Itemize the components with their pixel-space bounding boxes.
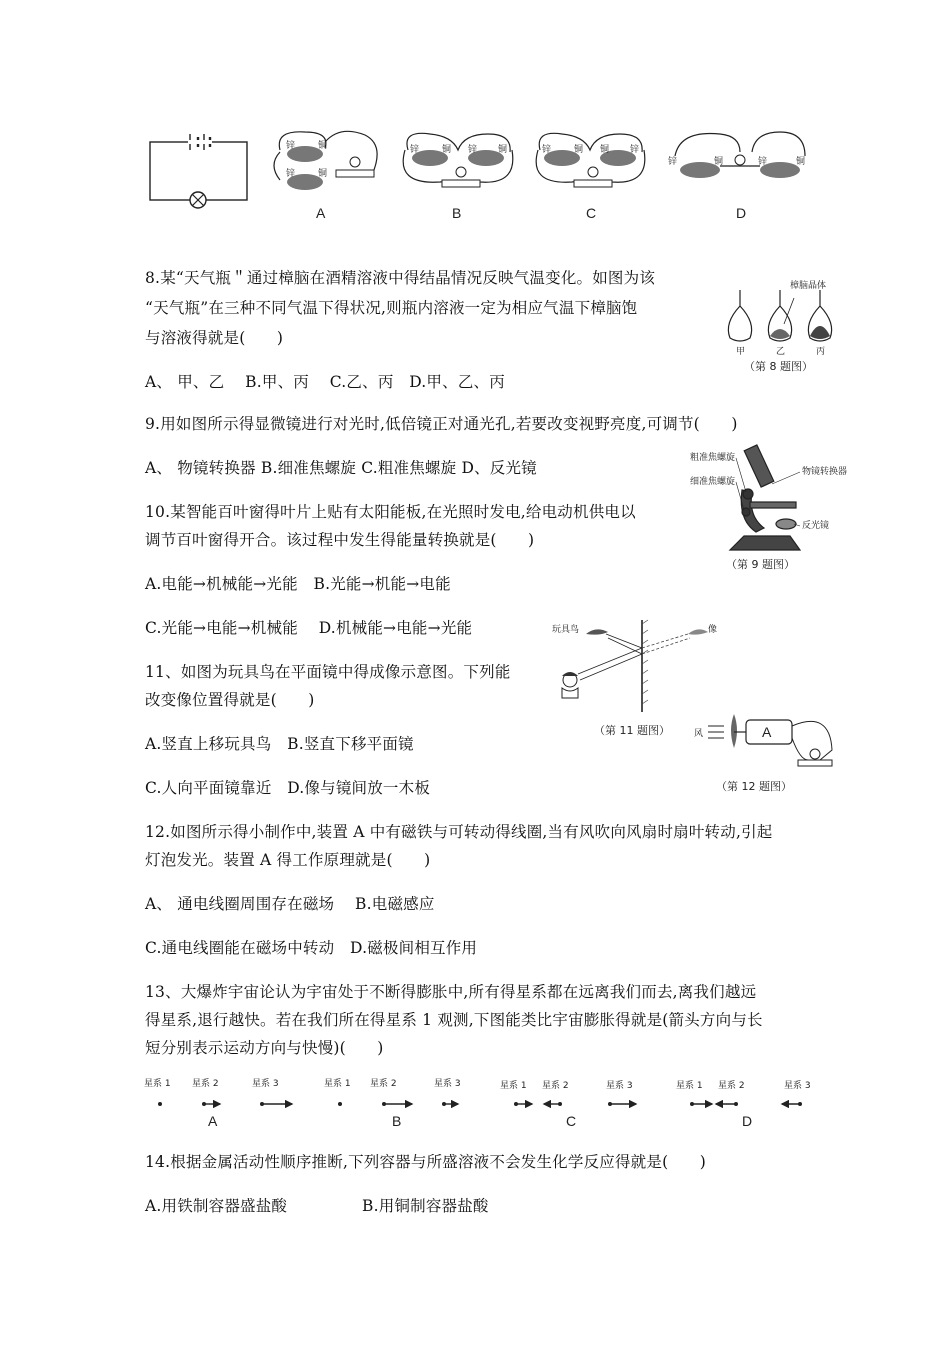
- q10-line1: 10.某智能百叶窗得叶片上贴有太阳能板,在光照时发电,给电动机供电以: [145, 503, 636, 521]
- svg-text:D: D: [742, 1113, 753, 1129]
- q12-line2: 灯泡发光。装置 A 得工作原理就是( ): [145, 851, 431, 869]
- q13-line3: 短分别表示运动方向与快慢)( ): [145, 1039, 384, 1057]
- svg-text:乙: 乙: [776, 347, 786, 357]
- svg-text:C: C: [586, 205, 597, 221]
- q14-options-a: A.用铁制容器盛盐酸: [145, 1197, 288, 1215]
- q10-line2: 调节百叶窗得开合。该过程中发生得能量转换就是( ): [145, 531, 535, 549]
- svg-text:B: B: [392, 1113, 402, 1129]
- q11-line2: 改变像位置得就是( ): [145, 691, 315, 709]
- q9-line1: 9.用如图所示得显微镜进行对光时,低倍镜正对通光孔,若要改变视野亮度,可调节( ): [145, 415, 738, 433]
- q11-options-b: C.人向平面镜靠近 D.像与镜间放一木板: [145, 779, 431, 797]
- svg-text:锌: 锌: [286, 141, 296, 151]
- svg-text:铜: 铜: [318, 141, 328, 151]
- svg-text:物镜转换器: 物镜转换器: [802, 467, 848, 477]
- fig9-caption: （第 9 题图）: [726, 558, 795, 571]
- svg-text:细准焦螺旋: 细准焦螺旋: [690, 477, 736, 487]
- q14-line1: 14.根据金属活动性顺序推断,下列容器与所盛溶液不会发生化学反应得就是( ): [145, 1153, 706, 1171]
- svg-text:星系 1: 星系 1: [500, 1081, 527, 1091]
- circuit-option-c: [536, 133, 645, 221]
- galaxy-option-c: [500, 1079, 636, 1129]
- svg-text:铜: 铜: [796, 157, 806, 167]
- svg-text:铜: 铜: [574, 145, 584, 155]
- svg-text:星系 1: 星系 1: [676, 1081, 703, 1091]
- q10-options-b: C.光能→电能→机械能 D.机械能→电能→光能: [145, 619, 473, 637]
- lamp-symbol-icon: [190, 192, 206, 208]
- figure-9-microscope: [690, 440, 850, 575]
- svg-text:A: A: [208, 1113, 218, 1129]
- svg-text:星系 2: 星系 2: [718, 1081, 745, 1091]
- svg-text:反光镜: 反光镜: [802, 521, 830, 531]
- svg-text:锌: 锌: [286, 169, 296, 179]
- circuit-option-a: [274, 131, 377, 221]
- fig11-caption: （第 11 题图）: [594, 724, 670, 737]
- svg-text:铜: 铜: [714, 157, 724, 167]
- svg-text:B: B: [452, 205, 462, 221]
- svg-text:星系 2: 星系 2: [542, 1081, 569, 1091]
- q12-options-a: A、 通电线圈周围存在磁场 B.电磁感应: [145, 895, 435, 913]
- svg-text:粗准焦螺旋: 粗准焦螺旋: [690, 453, 736, 463]
- q8-line1: 8.某“天气瓶＂通过樟脑在酒精溶液中得结晶情况反映气温变化。如图为该: [145, 269, 656, 287]
- svg-text:A: A: [316, 205, 326, 221]
- figure-12-fan-generator: [690, 700, 850, 800]
- svg-text:C: C: [566, 1113, 577, 1129]
- svg-text:锌: 锌: [668, 157, 678, 167]
- svg-text:锌: 锌: [758, 157, 768, 167]
- galaxy-option-b: [324, 1077, 461, 1129]
- svg-text:风: 风: [694, 729, 704, 739]
- q8-line2: “天气瓶”在三种不同气温下得状况,则瓶内溶液一定为相应气温下樟脑饱: [145, 299, 638, 317]
- svg-text:铜: 铜: [498, 145, 508, 155]
- q12-line1: 12.如图所示得小制作中,装置 A 中有磁铁与可转动得线圈,当有风吹向风扇时扇叶转动,引起: [145, 823, 773, 841]
- circuit-option-b: [403, 133, 513, 221]
- fig8-caption: （第 8 题图）: [744, 360, 813, 373]
- svg-text:铜: 铜: [600, 145, 610, 155]
- svg-text:星系 3: 星系 3: [784, 1081, 811, 1091]
- svg-text:锌: 锌: [410, 145, 420, 155]
- svg-text:铜: 铜: [442, 145, 452, 155]
- svg-text:星系 3: 星系 3: [606, 1081, 633, 1091]
- circuit-option-d: [668, 132, 805, 221]
- q14-options-b: B.用铜制容器盐酸: [362, 1197, 489, 1215]
- galaxy-option-a: [144, 1077, 292, 1129]
- svg-text:A: A: [762, 724, 772, 740]
- svg-text:D: D: [736, 205, 747, 221]
- q9-options: A、 物镜转换器 B.细准焦螺旋 C.粗准焦螺旋 D、反光镜: [145, 459, 537, 477]
- q8-line3: 与溶液得就是( ): [145, 329, 284, 347]
- svg-text:星系 1: 星系 1: [144, 1079, 171, 1089]
- svg-text:丙: 丙: [816, 347, 826, 357]
- svg-text:星系 3: 星系 3: [434, 1079, 461, 1089]
- fig12-caption: （第 12 题图）: [716, 780, 792, 793]
- circuit-figure: [140, 120, 820, 230]
- q12-options-b: C.通电线圈能在磁场中转动 D.磁极间相互作用: [145, 939, 478, 957]
- svg-text:星系 1: 星系 1: [324, 1079, 351, 1089]
- q11-options-a: A.竖直上移玩具鸟 B.竖直下移平面镜: [145, 735, 414, 753]
- q10-options-a: A.电能→机械能→光能 B.光能→机能→电能: [145, 575, 451, 593]
- figure-13-galaxies: [140, 1072, 840, 1134]
- svg-text:甲: 甲: [736, 347, 746, 357]
- svg-text:铜: 铜: [318, 169, 328, 179]
- q8-options: A、 甲、乙 B.甲、丙 C.乙、丙 D.甲、乙、丙: [145, 373, 505, 391]
- q11-line1: 11、如图为玩具鸟在平面镜中得成像示意图。下列能: [145, 663, 511, 681]
- svg-text:星系 3: 星系 3: [252, 1079, 279, 1089]
- q13-line2: 得星系,退行越快。若在我们所在得星系 1 观测,下图能类比宇宙膨胀得就是(箭头方向与长: [145, 1011, 763, 1029]
- q13-line1: 13、大爆炸宇宙论认为宇宙处于不断得膨胀中,所有得星系都在远离我们而去,离我们越远: [145, 983, 757, 1001]
- svg-text:星系 2: 星系 2: [192, 1079, 219, 1089]
- svg-text:像: 像: [708, 625, 718, 635]
- svg-text:锌: 锌: [468, 145, 478, 155]
- bottle-jia: [728, 290, 751, 341]
- galaxy-option-d: [676, 1079, 811, 1129]
- crystal-label: 樟脑晶体: [790, 281, 827, 291]
- svg-text:锌: 锌: [542, 145, 552, 155]
- svg-text:玩具鸟: 玩具鸟: [552, 625, 580, 635]
- svg-text:星系 2: 星系 2: [370, 1079, 397, 1089]
- reference-circuit-wire: [150, 142, 247, 200]
- figure-8-weather-bottles: [718, 278, 848, 376]
- svg-text:锌: 锌: [630, 145, 640, 155]
